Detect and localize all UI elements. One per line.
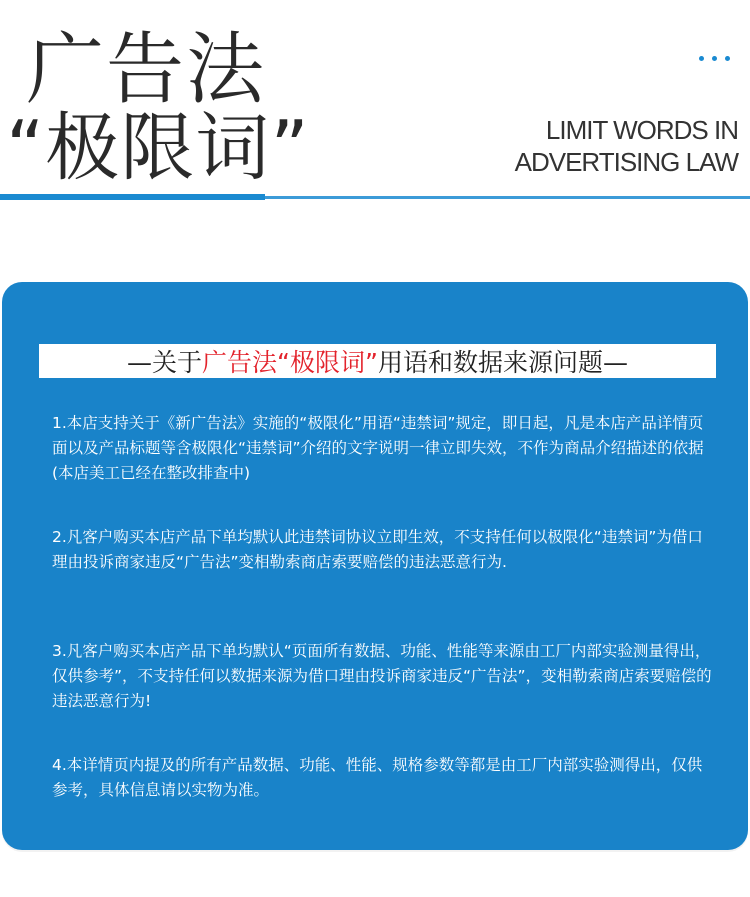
dot bbox=[725, 56, 730, 61]
notice-paragraph-3: 3.凡客户购买本店产品下单均默认“页面所有数据、功能、性能等来源由工厂内部实验测量得出，仅供参考”，不支持任何以数据来源为借口理由投诉商家违反“广告法”，变相勒索商店索要赔偿的违法恶意行为! bbox=[52, 642, 712, 710]
dot bbox=[712, 56, 717, 61]
dot bbox=[699, 56, 704, 61]
banner-suffix: 用语和数据来源问题— bbox=[377, 348, 628, 377]
notice-paragraph-1: 1.本店支持关于《新广告法》实施的“极限化”用语“违禁词”规定，即日起，凡是本店产品详情页面以及产品标题等含极限化“违禁词”介绍的文字说明一律立即失效，不作为商品介绍描述的依据(本店美工已经在整改排查中) bbox=[52, 414, 704, 482]
header-divider bbox=[0, 194, 750, 200]
divider-line bbox=[265, 196, 750, 199]
notice-paragraph-4: 4.本详情页内提及的所有产品数据、功能、性能、规格参数等都是由工厂内部实验测得出，仅供参考，具体信息请以实物为准。 bbox=[52, 756, 703, 799]
divider-accent bbox=[0, 194, 265, 200]
notice-panel bbox=[2, 282, 748, 850]
title-en bbox=[515, 114, 738, 178]
title-cn-line2: “极限词” bbox=[6, 105, 310, 191]
title-en-line2: ADVERTISING LAW bbox=[514, 147, 738, 177]
title-cn-line1: 广告法 bbox=[26, 25, 267, 115]
banner-highlight: 广告法“极限词” bbox=[202, 348, 378, 377]
dots-icon bbox=[699, 56, 730, 61]
title-en-line1: LIMIT WORDS IN bbox=[545, 115, 738, 145]
notice-paragraph-2: 2.凡客户购买本店产品下单均默认此违禁词协议立即生效，不支持任何以极限化“违禁词”为借口理由投诉商家违反“广告法”变相勒索商店索要赔偿的违法恶意行为. bbox=[52, 528, 703, 571]
header bbox=[0, 0, 750, 205]
banner-prefix: —关于 bbox=[127, 348, 203, 377]
notice-banner bbox=[39, 344, 716, 378]
